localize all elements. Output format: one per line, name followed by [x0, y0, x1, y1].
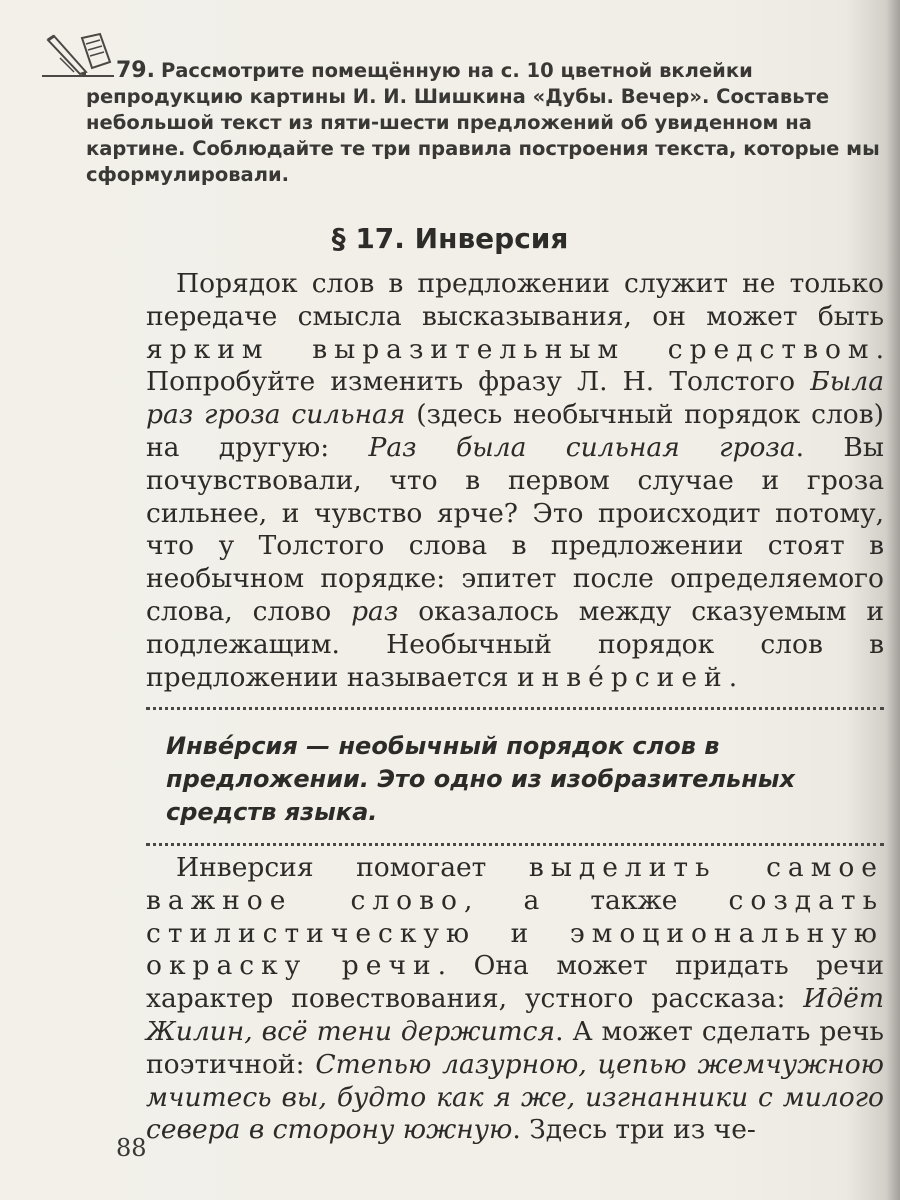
text-run: оказалось между сказуемым и подлежащим. Необычный порядок слов в предложении называется [146, 595, 885, 693]
definition-term: Инве́рсия [166, 732, 298, 760]
text-run: Порядок слов в предложении служит не только передаче смысла высказывания, он может быть [146, 268, 884, 332]
italic-word: раз [351, 595, 399, 627]
exercise-number: 79. [116, 58, 155, 83]
exercise-line-1 [116, 58, 884, 84]
quote-example: Была раз гроза сильная [146, 366, 884, 431]
quote-example: Идёт Жилин, всё тени держится [146, 983, 884, 1047]
emphasized-phrase: выделить самое важное слово [146, 852, 884, 916]
section-title: § 17. Инверсия [331, 222, 569, 255]
page-binding-shadow [886, 0, 900, 1200]
text-run: Инверсия помогает [176, 852, 529, 883]
text-run: (здесь необычный порядок слов) на другую: [146, 399, 884, 463]
pencil-and-book-icon [40, 28, 116, 80]
paragraph-1-text [146, 268, 884, 694]
dotted-divider-top [146, 707, 884, 710]
text-run: . Вы почувствовали, что в первом случае и гроза сильнее, и чувство ярче? Это происходит потому, что у Толстого слова в предложении стоят в необычном порядке: эпитет после определяемого слова, слово [146, 431, 884, 627]
dotted-divider-bottom [146, 843, 884, 846]
emphasized-phrase: создать стилистическую и эмоциональную окраску речи [146, 884, 884, 982]
term-inversion: инве́рсией [516, 661, 729, 693]
text-run: . Она может придать речи характер повествования, устного рассказа: [146, 950, 884, 1015]
text-run: . А может сделать речь поэтичной: [146, 1015, 884, 1080]
text-run: . [728, 661, 738, 693]
page-number: 88 [116, 1134, 147, 1162]
definition-box [166, 730, 884, 829]
quote-example: Раз была сильная гроза [368, 431, 796, 463]
text-run: , а также [463, 884, 729, 916]
exercise-text-rest: репродукцию картины И. И. Шишкина «Дубы. Вечер». Составьте небольшой текст из пяти-шести предложений об увиденном на картине. Соблюдайте те три правила построения текста, которые мы сформулировали. [86, 85, 880, 186]
emphasized-phrase: ярким выразительным средством [146, 333, 876, 365]
definition-text: — необычный порядок слов в предложении. Это одно из изобразительных средств языка. [166, 732, 795, 826]
exercise-text-start: Рассмотрите помещённую на с. 10 цветной вклейки [160, 59, 753, 82]
paragraph-inversion-intro [146, 268, 884, 694]
paragraph-inversion-usage [146, 852, 884, 1147]
text-run: . Попробуйте изменить фразу Л. Н. Толстого [146, 333, 884, 398]
exercise-79 [86, 58, 884, 188]
quote-example: Степью лазурною, цепью жемчужною мчитесь вы, будто как я же, изгнанники с милого севера в сторону южную [146, 1048, 884, 1146]
text-run: . Здесь три из че- [512, 1114, 756, 1146]
